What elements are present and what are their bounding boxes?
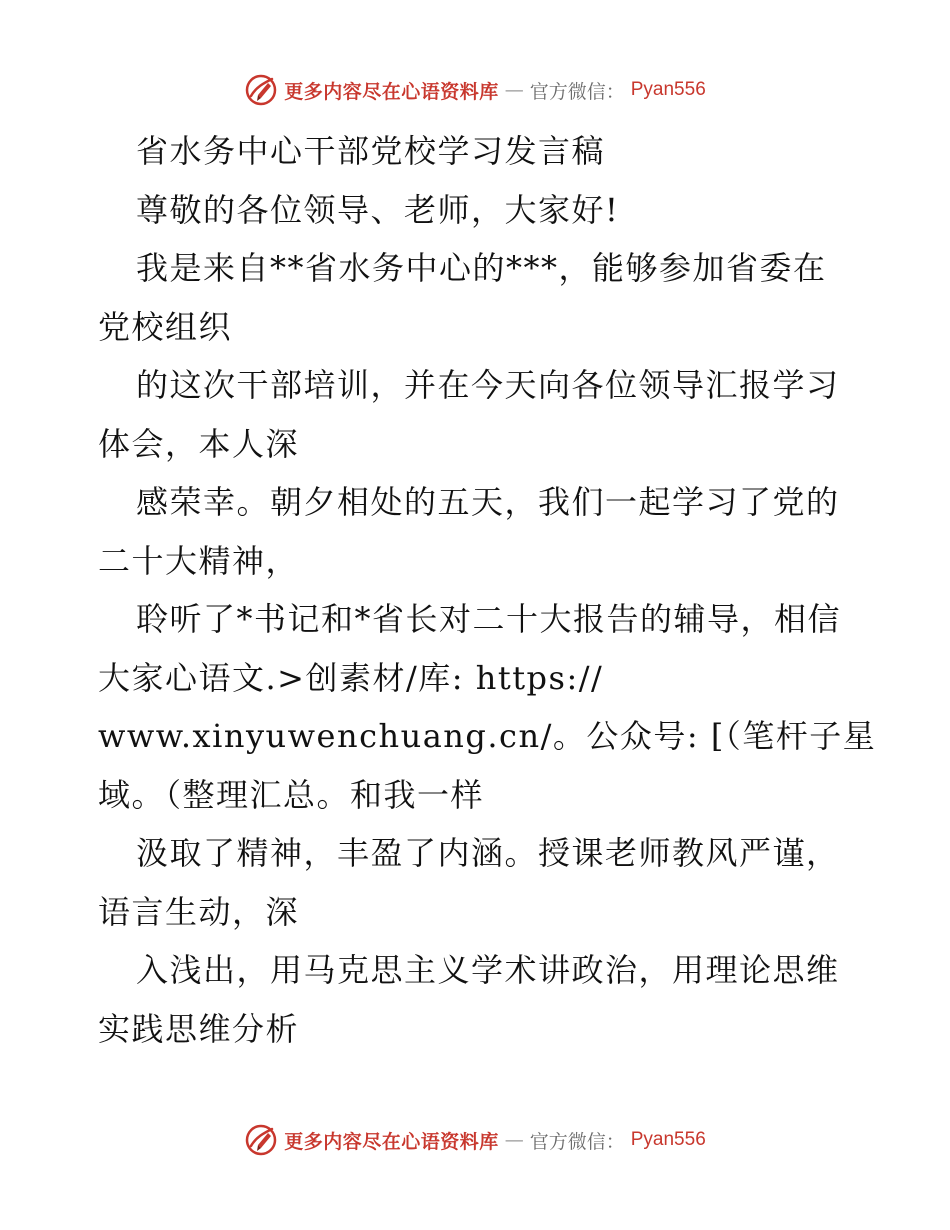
- text-line: 二十大精神，: [98, 541, 300, 580]
- banner-contact-label: 官方微信：: [529, 80, 625, 103]
- banner-slogan: 更多内容尽在心语资料库: [284, 1130, 499, 1153]
- text-line: 大家心语文.>创素材/库: https://: [98, 658, 604, 697]
- text-line: 实践思维分析: [98, 1009, 300, 1048]
- pen-logo-icon: [244, 1123, 278, 1157]
- text-line: 聆听了*书记和*省长对二十大报告的辅导，相信: [136, 600, 842, 638]
- banner-dash: —: [504, 79, 524, 101]
- text-line: 感荣幸。朝夕相处的五天，我们一起学习了党的: [136, 483, 840, 521]
- text-line: 汲取了精神，丰盈了内涵。授课老师教风严谨，: [136, 834, 840, 872]
- text-line: 的这次干部培训，并在今天向各位领导汇报学习: [136, 366, 840, 404]
- banner-wechat-id: Pyan556: [630, 79, 706, 100]
- banner-dash: —: [504, 1129, 524, 1151]
- header-banner: [0, 70, 950, 110]
- text-line: www.xinyuwenchuang.cn/。公众号: [（笔杆子星: [98, 717, 877, 755]
- pen-logo-icon: [244, 73, 278, 107]
- text-line: 尊敬的各位领导、老师，大家好!: [136, 190, 620, 229]
- document-title: 省水务中心干部党校学习发言稿: [136, 132, 606, 170]
- banner-contact-label: 官方微信：: [529, 1130, 625, 1153]
- document-body: [98, 122, 877, 1058]
- text-line: 入浅出，用马克思主义学术讲政治，用理论思维: [136, 951, 840, 989]
- text-line: 党校组织: [98, 307, 233, 346]
- banner-slogan: 更多内容尽在心语资料库: [284, 80, 499, 103]
- text-line: 语言生动，深: [98, 892, 300, 931]
- text-line: 体会，本人深: [98, 424, 300, 463]
- footer-banner: [0, 1120, 950, 1160]
- banner-wechat-id: Pyan556: [630, 1129, 706, 1150]
- text-line: 域。（整理汇总。和我一样: [98, 775, 485, 814]
- text-line: 我是来自**省水务中心的***，能够参加省委在: [136, 249, 827, 287]
